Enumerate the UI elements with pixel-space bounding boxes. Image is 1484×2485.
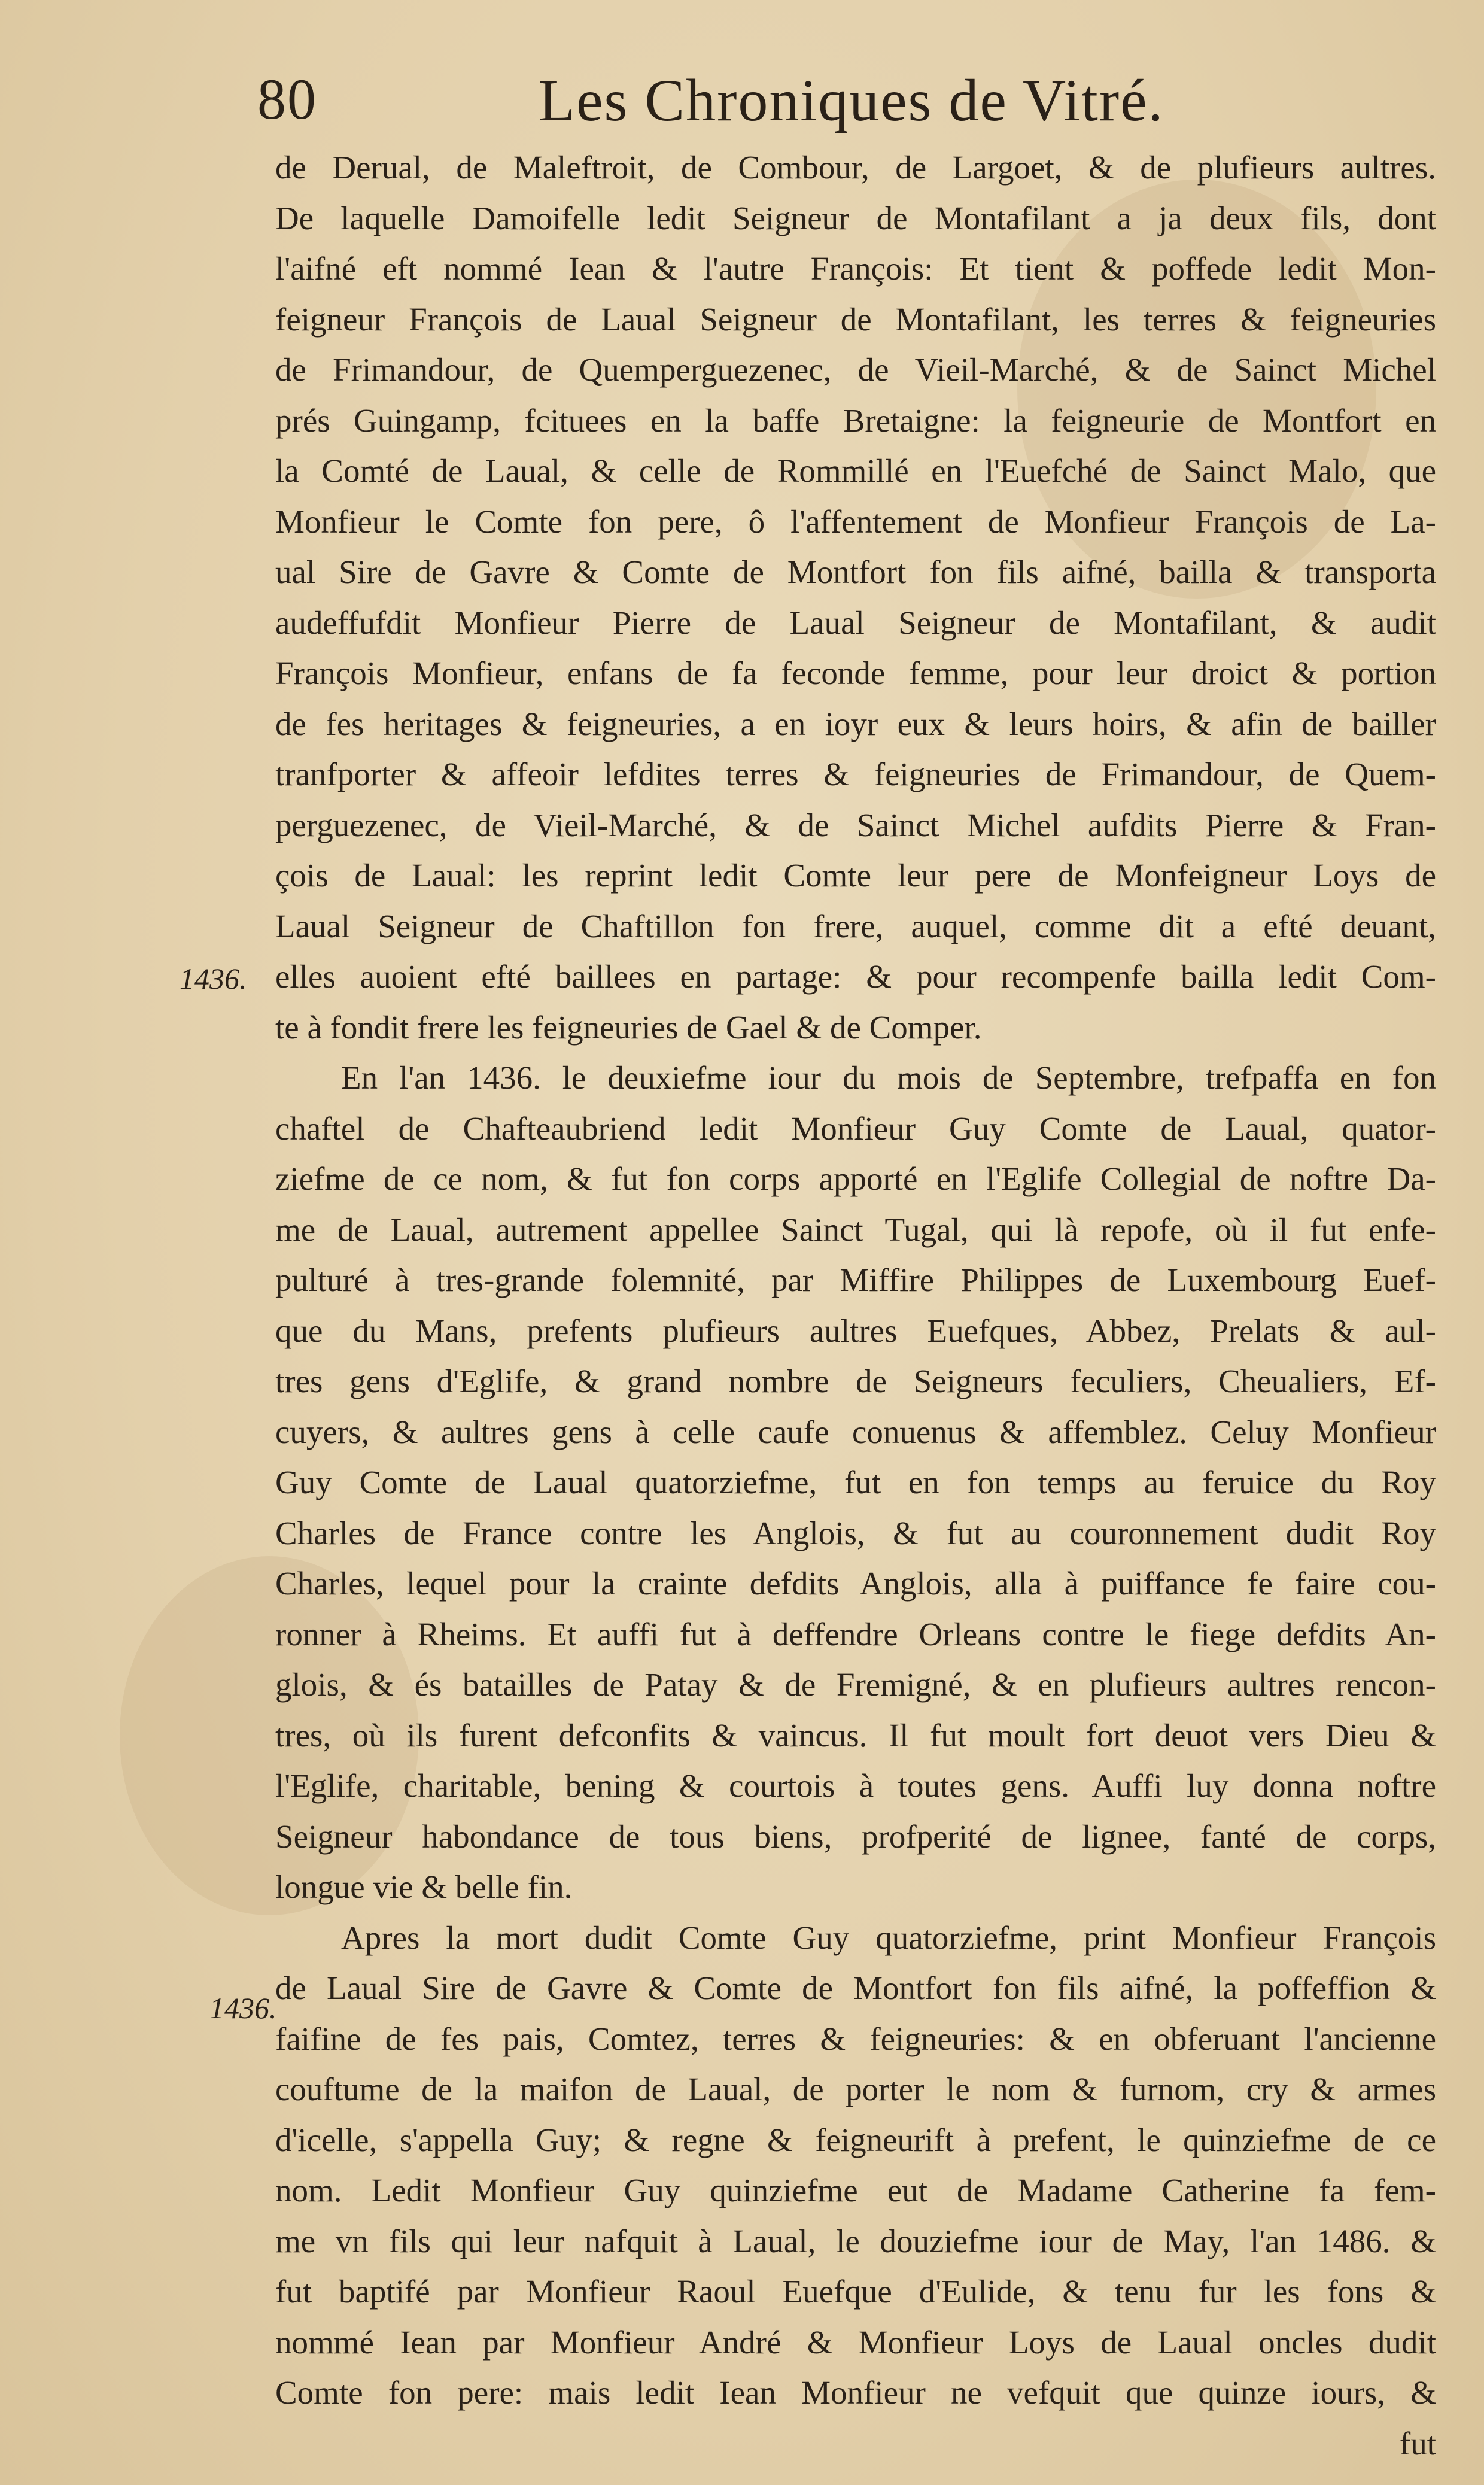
text-line: te à fondit frere les feigneuries de Gael & de Comper. bbox=[275, 1008, 982, 1046]
text-line: feigneur François de Laual Seigneur de Montafilant, les terres & feigneuries bbox=[275, 300, 1436, 338]
text-line: tres gens d'Eglife, & grand nombre de Seigneurs feculiers, Cheualiers, Ef- bbox=[275, 1363, 1436, 1399]
text-line: Charles de France contre les Anglois, & fut au couronnement dudit Roy bbox=[275, 1514, 1436, 1551]
text-line: d'icelle, s'appella Guy; & regne & feigneurift à prefent, le quinziefme de ce bbox=[275, 2121, 1436, 2158]
text-line: Monfieur le Comte fon pere, ô l'affentement de Monfieur François de La- bbox=[275, 503, 1436, 540]
text-line: l'aifné eft nommé Iean & l'autre François: Et tient & poffede ledit Mon- bbox=[275, 250, 1436, 287]
text-line: me vn fils qui leur nafquit à Laual, le douziefme iour de May, l'an 1486. & bbox=[275, 2222, 1436, 2259]
text-line: cuyers, & aultres gens à celle caufe conuenus & affemblez. Celuy Monfieur bbox=[275, 1413, 1436, 1450]
text-line: l'Eglife, charitable, bening & courtois à toutes gens. Auffi luy donna noftre bbox=[275, 1767, 1436, 1804]
text-line: me de Laual, autrement appellee Sainct Tugal, qui là repofe, où il fut enfe- bbox=[275, 1211, 1436, 1248]
text-line: nommé Iean par Monfieur André & Monfieur Loys de Laual oncles dudit bbox=[275, 2323, 1436, 2361]
text-line: François Monfieur, enfans de fa feconde femme, pour leur droict & portion bbox=[275, 655, 1436, 691]
text-line: longue vie & belle fin. bbox=[275, 1869, 573, 1905]
text-line: que du Mans, prefents plufieurs aultres Euefques, Abbez, Prelats & aul- bbox=[275, 1312, 1436, 1349]
text-line: de Derual, de Maleftroit, de Combour, de Largoet, & de plufieurs aultres. bbox=[275, 149, 1436, 186]
text-line: de Laual Sire de Gavre & Comte de Montfort fon fils aifné, la poffeffion & bbox=[275, 1970, 1436, 2006]
text-line: Comte fon pere: mais ledit Iean Monfieur ne vefquit que quinze iours, & bbox=[275, 2374, 1436, 2411]
paragraph-start-line: Apres la mort dudit Comte Guy quatorziefme, print Monfieur François bbox=[341, 1919, 1436, 1956]
text-line: Charles, lequel pour la crainte defdits Anglois, alla à puiffance fe faire cou- bbox=[275, 1565, 1436, 1602]
text-line: Laual Seigneur de Chaftillon fon frere, auquel, comme dit a efté deuant, bbox=[275, 907, 1436, 944]
text-line: pulturé à tres-grande folemnité, par Miffire Philippes de Luxembourg Euef- bbox=[275, 1262, 1436, 1298]
text-line: ual Sire de Gavre & Comte de Montfort fon fils aifné, bailla & transporta bbox=[275, 554, 1436, 590]
page-number: 80 bbox=[257, 67, 317, 131]
text-line: glois, & és batailles de Patay & de Fremigné, & en plufieurs aultres rencon- bbox=[275, 1666, 1436, 1703]
text-line: Guy Comte de Laual quatorziefme, fut en fon temps au feruice du Roy bbox=[275, 1464, 1436, 1500]
catchword: fut bbox=[1399, 2425, 1436, 2462]
text-line: nom. Ledit Monfieur Guy quinziefme eut de Madame Catherine fa fem- bbox=[275, 2172, 1436, 2208]
text-line: tranfporter & affeoir lefdites terres & feigneuries de Frimandour, de Quem- bbox=[275, 756, 1436, 792]
margin-year-note: 1436. bbox=[209, 1991, 277, 2025]
text-line: de fes heritages & feigneuries, a en ioyr eux & leurs hoirs, & afin de bailler bbox=[275, 705, 1436, 742]
margin-year-note: 1436. bbox=[180, 962, 247, 995]
text-line: De laquelle Damoifelle ledit Seigneur de Montafilant a ja deux fils, dont bbox=[275, 199, 1436, 236]
text-line: audeffufdit Monfieur Pierre de Laual Seigneur de Montafilant, & audit bbox=[275, 604, 1436, 641]
text-line: faifine de fes pais, Comtez, terres & feigneuries: & en obferuant l'ancienne bbox=[275, 2020, 1436, 2057]
text-line: fut baptifé par Monfieur Raoul Euefque d'Eulide, & tenu fur les fons & bbox=[275, 2273, 1436, 2310]
text-line: couftume de la maifon de Laual, de porter le nom & furnom, cry & armes bbox=[275, 2071, 1436, 2107]
text-line: perguezenec, de Vieil-Marché, & de Sainct Michel aufdits Pierre & Fran- bbox=[275, 806, 1436, 843]
text-line: la Comté de Laual, & celle de Rommillé en l'Euefché de Sainct Malo, que bbox=[275, 452, 1436, 489]
body-text bbox=[275, 142, 1436, 2469]
text-line: Seigneur habondance de tous biens, profperité de lignee, fanté de corps, bbox=[275, 1818, 1436, 1855]
text-line: ziefme de ce nom, & fut fon corps apporté en l'Eglife Collegial de noftre Da- bbox=[275, 1161, 1436, 1197]
text-line: çois de Laual: les reprint ledit Comte leur pere de Monfeigneur Loys de bbox=[275, 857, 1436, 894]
running-title: Les Chroniques de Vitré. bbox=[539, 67, 1164, 133]
text-line: prés Guingamp, fcituees en la baffe Bretaigne: la feigneurie de Montfort en bbox=[275, 402, 1436, 439]
text-line: chaftel de Chafteaubriend ledit Monfieur Guy Comte de Laual, quator- bbox=[275, 1110, 1436, 1147]
text-line: ronner à Rheims. Et auffi fut à deffendre Orleans contre le fiege defdits An- bbox=[275, 1615, 1436, 1652]
text-line: elles auoient efté baillees en partage: & pour recompenfe bailla ledit Com- bbox=[275, 958, 1436, 995]
text-line: tres, où ils furent defconfits & vaincus. Il fut moult fort deuot vers Dieu & bbox=[275, 1717, 1436, 1754]
text-line: de Frimandour, de Quemperguezenec, de Vieil-Marché, & de Sainct Michel bbox=[275, 351, 1436, 388]
paragraph-start-line: En l'an 1436. le deuxiefme iour du mois de Septembre, trefpaffa en fon bbox=[341, 1059, 1436, 1096]
